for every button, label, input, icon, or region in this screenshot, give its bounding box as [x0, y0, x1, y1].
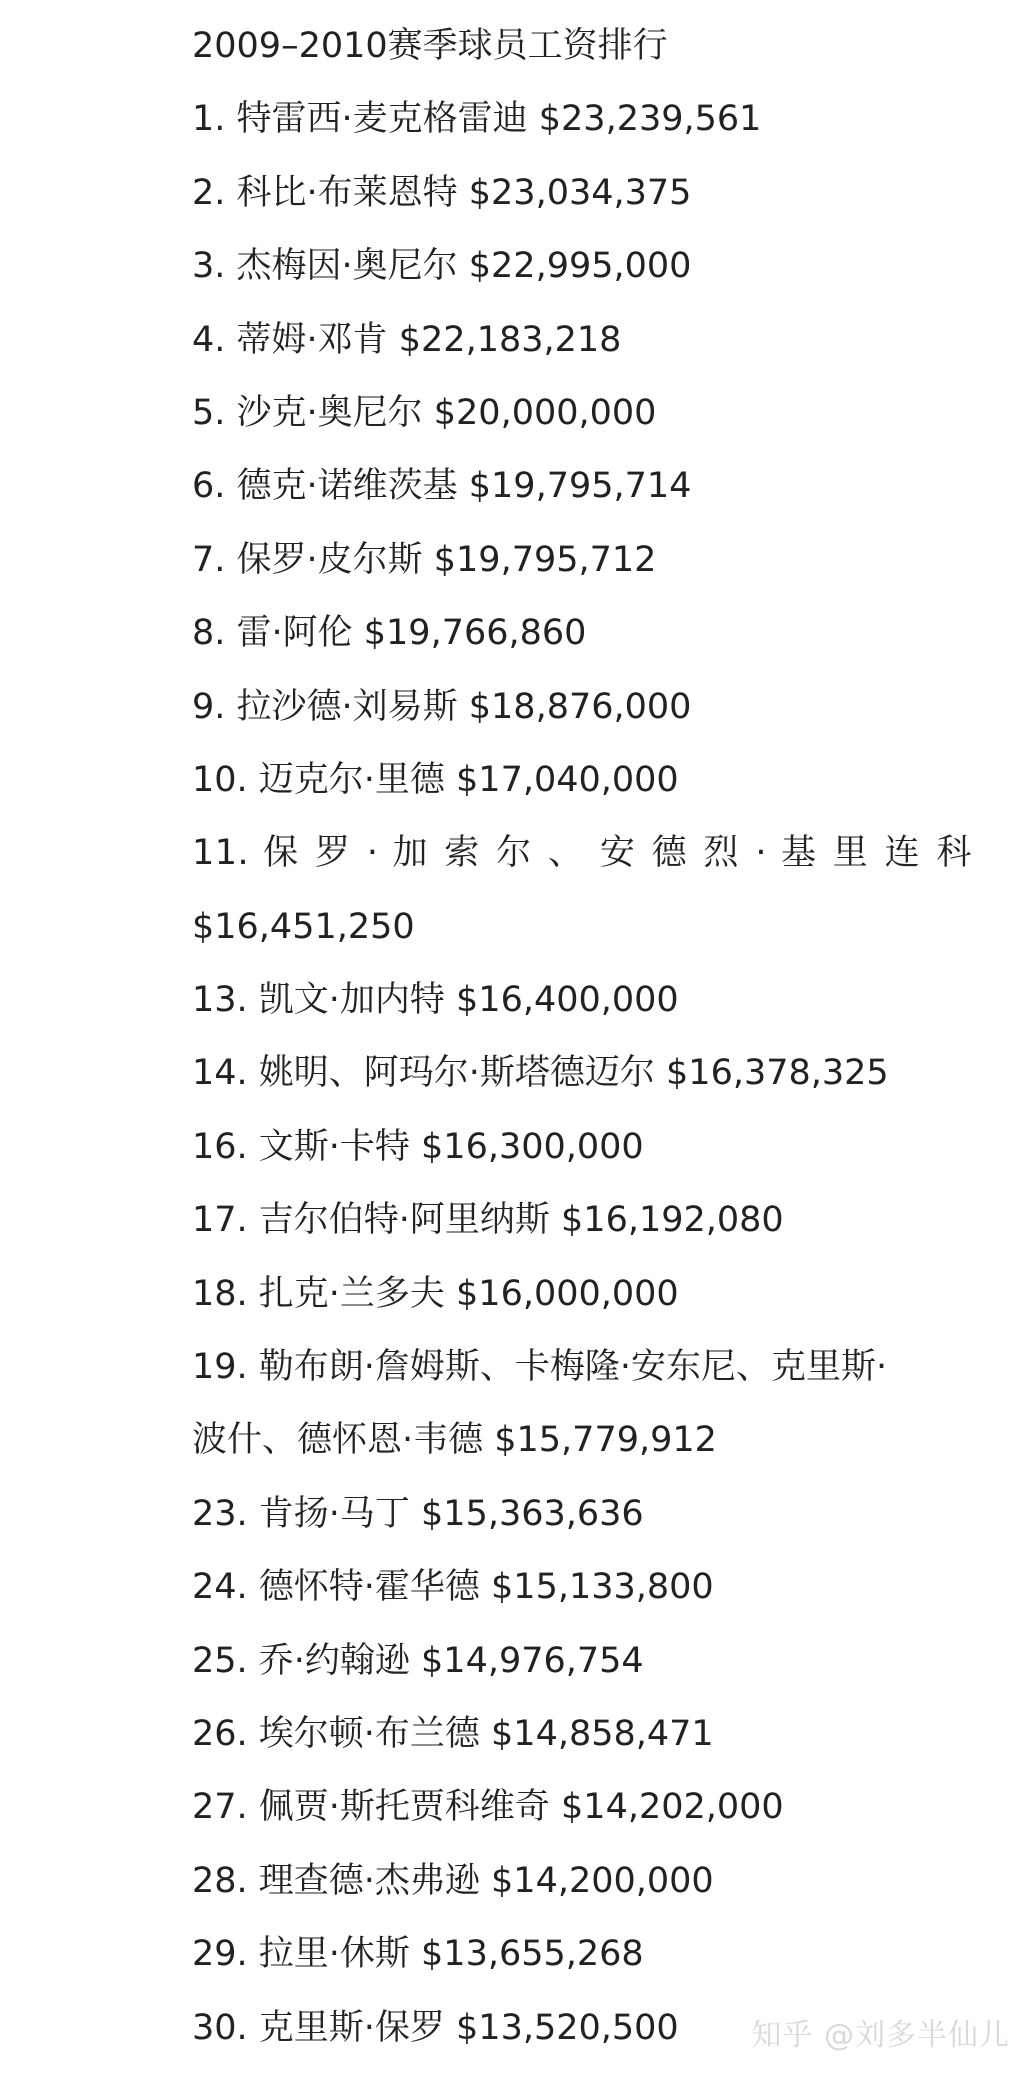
ranking-line: 14. 姚明、阿玛尔·斯塔德迈尔 $16,378,325	[192, 1053, 889, 1094]
ranking-line: 19. 勒布朗·詹姆斯、卡梅隆·安东尼、克里斯·	[192, 1347, 888, 1388]
ranking-line: 2. 科比·布莱恩特 $23,034,375	[192, 172, 692, 213]
watermark: 知乎 @刘多半仙儿	[751, 2018, 1010, 2053]
ranking-line: 6. 德克·诺维茨基 $19,795,714	[192, 466, 692, 507]
ranking-line: 25. 乔·约翰逊 $14,976,754	[192, 1640, 644, 1681]
ranking-line-continuation: $16,451,250	[192, 906, 415, 947]
ranking-line: 16. 文斯·卡特 $16,300,000	[192, 1126, 644, 1167]
ranking-line: 10. 迈克尔·里德 $17,040,000	[192, 759, 679, 800]
ranking-line: 17. 吉尔伯特·阿里纳斯 $16,192,080	[192, 1200, 784, 1241]
ranking-line: 26. 埃尔顿·布兰德 $14,858,471	[192, 1713, 714, 1754]
ranking-line: 1. 特雷西·麦克格雷迪 $23,239,561	[192, 99, 762, 140]
ranking-line: 13. 凯文·加内特 $16,400,000	[192, 980, 679, 1021]
ranking-line: 24. 德怀特·霍华德 $15,133,800	[192, 1567, 714, 1608]
ranking-line: 3. 杰梅因·奥尼尔 $22,995,000	[192, 246, 692, 287]
ranking-line: 7. 保罗·皮尔斯 $19,795,712	[192, 539, 657, 580]
ranking-line: 8. 雷·阿伦 $19,766,860	[192, 613, 587, 654]
ranking-line-continuation: 波什、德怀恩·韦德 $15,779,912	[192, 1420, 717, 1461]
ranking-line: 4. 蒂姆·邓肯 $22,183,218	[192, 319, 622, 360]
ranking-line: 28. 理查德·杰弗逊 $14,200,000	[192, 1860, 714, 1901]
ranking-line: 9. 拉沙德·刘易斯 $18,876,000	[192, 686, 692, 727]
document-title: 2009–2010赛季球员工资排行	[192, 26, 668, 66]
ranking-line: 27. 佩贾·斯托贾科维奇 $14,202,000	[192, 1787, 784, 1828]
ranking-line: 11. 保 罗 · 加 索 尔 、 安 德 烈 · 基 里 连 科	[192, 833, 972, 874]
document-body	[192, 10, 972, 2065]
ranking-line: 18. 扎克·兰多夫 $16,000,000	[192, 1273, 679, 1314]
ranking-line: 30. 克里斯·保罗 $13,520,500	[192, 2007, 679, 2048]
ranking-line: 23. 肯扬·马丁 $15,363,636	[192, 1493, 644, 1534]
ranking-line: 29. 拉里·休斯 $13,655,268	[192, 1934, 644, 1975]
ranking-line: 5. 沙克·奥尼尔 $20,000,000	[192, 392, 657, 433]
